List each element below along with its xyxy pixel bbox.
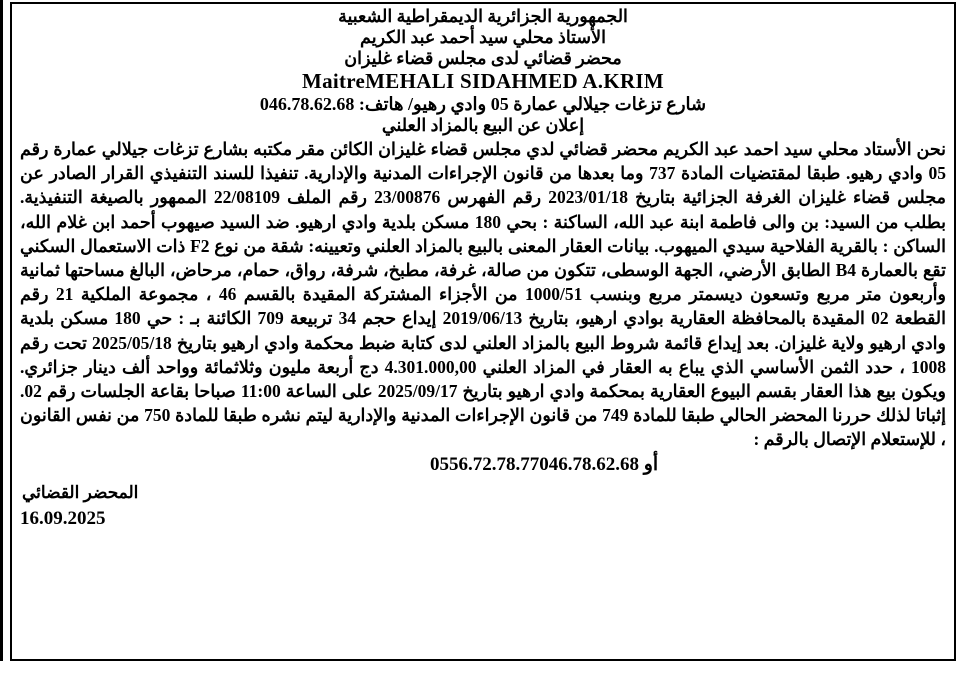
contact-phones: 0556.72.78.77أو 046.78.62.68 <box>430 453 659 475</box>
officer-name: الأستاذ محلي سيد أحمد عبد الكريم <box>360 27 606 47</box>
auction-notice <box>10 2 956 661</box>
notice-title: إعلان عن البيع بالمزاد العلني <box>381 115 585 135</box>
office-address-phone: شارع تزغات جيلالي عمارة 05 وادي رهيو/ هاتف: 046.78.62.68 <box>259 94 707 114</box>
officer-title: محضر قضائي لدى مجلس قضاء غليزان <box>344 48 622 68</box>
notice-header <box>20 6 946 136</box>
notice-body: نحن الأستاد محلي سيد احمد عبد الكريم محضر قضائي لدي مجلس قضاء غليزان الكائن مقر مكتبه بشارع تزغات جيلالي عمارة رقم 05 وادي رهيو. طبقا لمقتضيات المادة 737 وما بعدها من قانون الإجراءات المدنية والإدارية. تنفيذا للسند التنفيذي القرار الصادر عن مجلس قضاء غليزان الغرفة الجزائية بتاريخ 2023/01/18 رقم الفهرس 23/00876 رقم الملف 22/08109 الممهور بالصيغة التنفيذية. بطلب من السيد: بن والى فاطمة ابنة عبد الله، الساكنة : بحي 180 مسكن بلدية وادي ارهيو. ضد السيد صيهوب أحمد ابن غلام الله، الساكن : بالقرية الفلاحية سيدي الميهوب. بيانات العقار المعنى بالبيع بالمزاد العلني وتعيينه: شقة من نوع F2 ذات الاستعمال السكني تقع بالعمارة B4 الطابق الأرضي، الجهة الوسطى، تتكون من صالة، غرفة، مطبخ، شرفة، رواق، حمام، مرحاض، البالغ مساحتها ثمانية وأربعون متر مربع وتسعون ديسمتر مربع وبنسب 1000/51 من الأجزاء المشتركة المقيدة بالقسم 46 ، مجموعة الملكية 21 رقم القطعة 02 المقيدة بالمحافظة العقارية بوادي ارهيو، بتاريخ 2019/06/13 إيداع حجم 34 تربيعة 709 الكائنة بـ : حي 180 مسكن بلدية وادي ارهيو ولاية غليزان. بعد إيداع قائمة شروط البيع بالمزاد العلني لدى كتابة ضبط محكمة وادي ارهيو بتاريخ 2025/05/18 تحت رقم 1008 ، حدد الثمن الأساسي الذي يباع به العقار في المزاد العلني 4.301.000,00 دج أربعة مليون وثلاثمائة وواحد ألف دينار جزائري. ويكون بيع هذا العقار بقسم البيوع العقارية بمحكمة وادي ارهيو بتاريخ 2025/09/17 على الساعة 11:00 صباحا بقاعة الجلسات رقم 02. إثباتا لذلك حررنا المحضر الحالي طبقا للمادة 749 من قانون الإجراءات المدنية والإدارية ليتم نشره طبقا للمادة 750 من نفس القانون ، للإستعلام الإتصال بالرقم : <box>20 139 947 450</box>
notice-footer <box>20 480 946 532</box>
officer-latin-name: MaitreMEHALI SIDAHMED A.KRIM <box>301 69 665 93</box>
signature-label: المحضر القضائي <box>22 482 139 502</box>
republic-line: الجمهورية الجزائرية الديمقراطية الشعبية <box>338 6 628 26</box>
notice-date: 16.09.2025 <box>20 507 106 529</box>
left-border-rule <box>0 0 3 661</box>
